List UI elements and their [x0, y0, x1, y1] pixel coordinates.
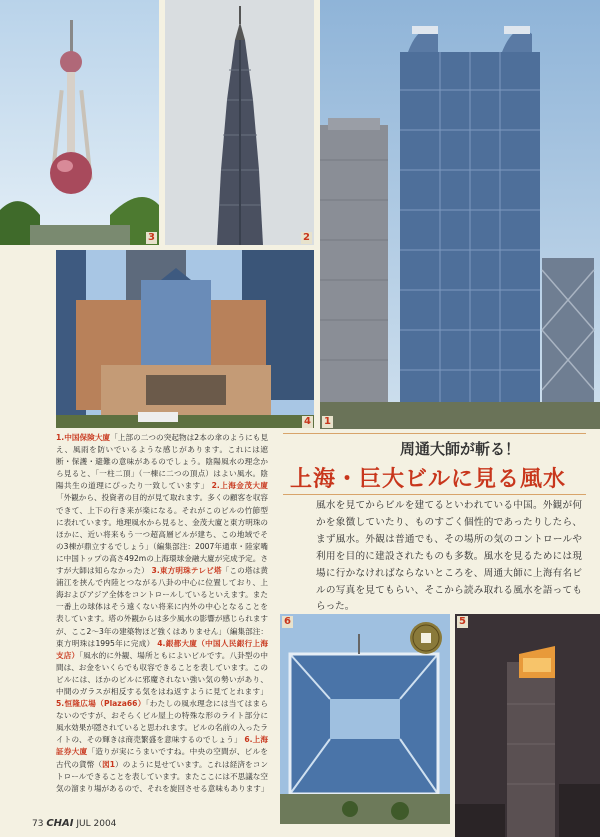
- caption-text: 「上部の二つの突起物は2本の傘のようにも見え、風雨を防いでいるような感じがあります。これには遮断・保護・避難の意味があるのでしょう。陰陽風水の理念から見ると、「一柱二頂」（一棟に二つの頂点）はよい風水。陰陽共生の道理にぴったり一致しています」: [56, 433, 268, 491]
- page-footer: [32, 818, 116, 829]
- caption-number: 4.: [157, 638, 166, 648]
- photo-number: 6: [284, 616, 291, 627]
- caption-text: 「外観から、投資者の目的が見て取れます。多くの顧客を収容できて、上下の行き来が楽になる。それがこのビルの竹節型に表れています。地理風水から見ると、金茂大廈と東方明珠のほかに、近い将来もう一つ超高層ビルが建ち、この地域でその3棟が鼎立するでしょう」（編集部注：2007年通車・陸家嘴に中国トップの高さ492mの上海環球金融大廈が完成予定。さすが大師は知らなかった）: [56, 493, 268, 576]
- title-rule-bottom: [283, 494, 586, 495]
- caption-building-name: 上海証券大廈: [56, 735, 268, 757]
- ancient-coin-icon: [408, 620, 444, 656]
- plaza66-image: [455, 614, 600, 837]
- caption-text: 「わたしの風水理念には当てはまらないのですが、おそらくビル屋上の特殊な形のライト部分に風水効果が隠されていると思われます。ビルの名前の入ったライトの、その輝きは商売繁盛を意味するのでしょう」: [56, 699, 268, 745]
- jinmao-image: [165, 0, 314, 245]
- photo-number: 1: [324, 416, 331, 427]
- caption-building-name: 中国保険大廈: [64, 433, 111, 442]
- caption-number: 3.: [151, 566, 160, 576]
- photo-number: 4: [304, 416, 311, 427]
- caption-text: 「造りが実にうまいですね。中央の空間が、ビルを古代の貨幣（: [56, 747, 268, 769]
- figure-reference: 図1: [102, 759, 116, 769]
- china-insurance-image: [320, 0, 600, 429]
- caption-building-name: 恒隆広場（Plaza66）: [64, 699, 146, 709]
- photo-bank-building: [56, 250, 314, 428]
- caption-text: ）のように見せています。これは経済をコントロールできることを表しています。またここには不思議な空気の溜まり場があるので、それを旋回させる意味もあります」: [56, 759, 268, 793]
- photo-number: 3: [148, 232, 155, 243]
- magazine-brand: CHAI: [46, 818, 74, 829]
- pearl-tower-image: [0, 0, 159, 245]
- caption-building-name: 銀都大廈（中国人民銀行上海支店）: [56, 638, 268, 660]
- caption-building-name: 東方明珠テレビ塔: [159, 566, 222, 576]
- caption-number: 2.: [211, 481, 220, 491]
- photo-jinmao: [165, 0, 314, 245]
- bank-building-image: [56, 250, 314, 428]
- caption-number: 5.: [56, 699, 65, 709]
- caption-number: 6.: [244, 735, 253, 745]
- photo-number: 5: [459, 616, 466, 627]
- page-number: 73: [32, 819, 44, 829]
- photo-plaza66: [455, 614, 600, 837]
- issue-date: JUL 2004: [76, 819, 117, 829]
- article-intro: 風水を見てからビルを建てるといわれている中国。外観が何かを象徴していたり、ものすごく個性的であったりしたら、まず風水。外観は普通でも、その場所の気のコントロールや利用を目的に建設されたものも多数。風水を見るためには現場に行かなければならないところを、周通大師に上海有名ビルの写真を見てもらい、そこから読み取れる風水を語ってもらった。: [316, 500, 582, 613]
- photo-number: 2: [303, 232, 310, 243]
- caption-text: 「風水的に外観、場所ともによいビルです。八卦型の中間は、お金をいくらでも収容できることを表しています。このビルには、ほかのビルに邪魔されない強い気の勢いがあり、中間のガラスが相反する気をはね返すように見てとれます」: [56, 650, 268, 696]
- photo-pearl-tower: [0, 0, 159, 245]
- caption-number: 1.: [56, 433, 65, 442]
- photo-stock-exchange: [280, 614, 450, 824]
- caption-building-name: 上海金茂大廈: [219, 481, 268, 491]
- title-rule-top: [283, 433, 586, 434]
- article-subtitle: 周通大師が斬る！: [400, 440, 521, 458]
- building-captions: [56, 432, 268, 816]
- photo-china-insurance: [320, 0, 600, 429]
- article-headline: 上海・巨大ビルに見る風水: [290, 467, 567, 492]
- caption-text: 「この塔は黄浦江を挟んで内陸とつながる八卦の中心に位置しており、上海およびアジア全体をコントロールしているといえます。また一番上の球体はそう遠くない将来に内外の中心となることを表しています。塔の外観からは多少風水の影響が感じられますが、ここ2〜3年の建築物ほど強くはありません」（編集部注：東方明珠は1995年に完成）: [56, 566, 268, 648]
